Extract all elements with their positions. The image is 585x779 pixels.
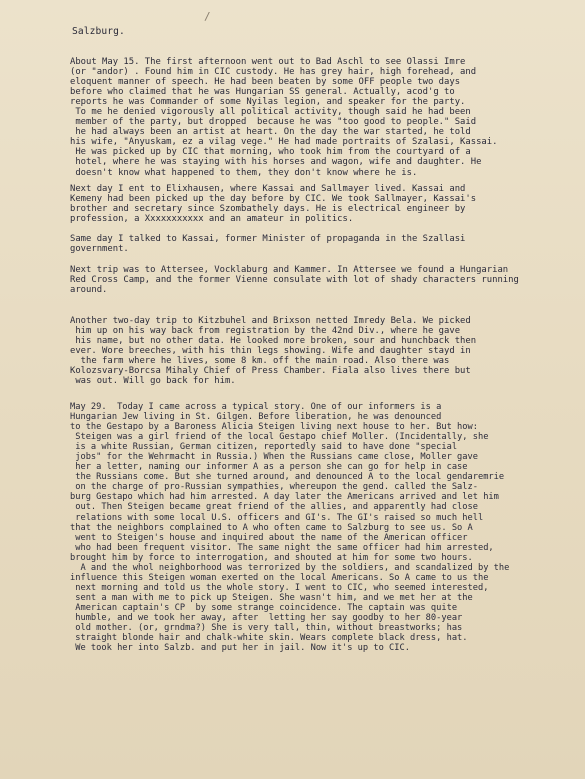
- text-line: May 29. Today I came across a typical story. One of our informers is a: [70, 402, 442, 412]
- text-line: around.: [70, 285, 108, 296]
- text-line: We took her into Salzb. and put her in jail. Now it's up to CIC.: [70, 643, 410, 654]
- handwritten-mark: /: [204, 10, 211, 23]
- text-line: who had been frequent visitor. The same night the same officer had him arrested,: [70, 542, 494, 553]
- paragraph-may-29: [70, 402, 575, 653]
- text-line: reports he was Commander of some Nyilas legion, and speaker for the party.: [70, 97, 466, 108]
- text-line: doesn't know what happened to them, they don't know where he is.: [70, 167, 418, 178]
- text-line: eloquent manner of speech. He had been beaten by some OFF people two days: [70, 77, 461, 88]
- paragraph-attersee: [70, 265, 575, 295]
- text-line: to the Gestapo by a Baroness Alicia Steigen living next house to her. But how:: [70, 422, 478, 433]
- text-line: jobs" for the Wehrmacht in Russia.) When the Russians came close, Moller gave: [70, 452, 478, 463]
- text-line: brought him by force to interrogation, and shouted at him for some two hours.: [70, 552, 473, 563]
- text-line: member of the party, but dropped because he was "too good to people." Said: [70, 117, 477, 128]
- text-line: To me he denied vigorously all political activity, though said he had been: [70, 107, 471, 118]
- text-line: hotel, where he was staying with his horses and wagon, wife and daughter. He: [70, 157, 482, 168]
- text-line: American captain's CP by some strange coincidence. The captain was quite: [70, 602, 458, 613]
- text-line: was out. Will go back for him.: [70, 376, 236, 387]
- text-line: Another two-day trip to Kitzbuhel and Brixson netted Imredy Bela. We picked: [70, 316, 471, 326]
- text-line: went to Steigen's house and inquired about the name of the American officer: [70, 532, 468, 543]
- text-line: him up on his way back from registration by the 42nd Div., where he gave: [70, 326, 461, 337]
- text-line: Kemeny had been picked up the day before by CIC. We took Sallmayer, Kassai's: [70, 194, 477, 205]
- text-line: burg Gestapo which had him arrested. A day later the Americans arrived and let him: [70, 492, 499, 503]
- text-line: is a white Russian, German citizen, reportedly said to have done "special: [70, 442, 458, 453]
- text-line: before who claimed that he was Hungarian SS general. Actually, acod'g to: [70, 87, 455, 98]
- text-line: Red Cross Camp, and the former Vienne consulate with lot of shady characters running: [70, 275, 519, 286]
- text-line: Next day I ent to Elixhausen, where Kassai and Sallmayer lived. Kassai and: [70, 184, 466, 194]
- text-line: About May 15. The first afternoon went out to Bad Aschl to see Olassi Imre: [70, 57, 466, 67]
- paragraph-kassai: [70, 234, 575, 254]
- text-line: on the charge of pro-Russian sympathies, whereupon the gend. called the Salz-: [70, 482, 478, 493]
- text-line: brother and secretary since Szombathely days. He is electrical engineer by: [70, 204, 466, 215]
- text-line: Kolozsvary-Borcsa Mihaly Chief of Press Chamber. Fiala also lives there but: [70, 366, 471, 377]
- text-line: A and the whol neighborhood was terrorized by the soldiers, and scandalized by the: [70, 562, 510, 573]
- text-line: relations with some local U.S. officers and GI's. The GI's raised so much hell: [70, 512, 484, 523]
- text-line: out. Then Steigen became great friend of the allies, and apparently had close: [70, 502, 478, 513]
- paragraph-olassi: [70, 57, 575, 178]
- text-line: influence this Steigen woman exerted on the local Americans. So A came to us the: [70, 572, 489, 583]
- text-line: Same day I talked to Kassai, former Minister of propaganda in the Szallasi: [70, 234, 466, 244]
- text-line: the farm where he lives, some 8 km. off the main road. Also there was: [70, 356, 450, 367]
- text-line: ever. Wore breeches, with his thin legs showing. Wife and daughter stayd in: [70, 346, 471, 357]
- text-line: profession, a Ẍxxxxxxxxxx and an amateur in politics.: [70, 214, 354, 225]
- text-line: Hungarian Jew living in St. Gilgen. Before liberation, he was denounced: [70, 412, 442, 423]
- text-line: Steigen was a girl friend of the local Gestapo chief Moller. (Incidentally, she: [70, 432, 489, 443]
- text-line: her a letter, naming our informer A as a person she can go for help in case: [70, 462, 468, 473]
- text-line: government.: [70, 244, 129, 255]
- text-line: old mother. (or, grndma?) She is very tall, thin, without breastworks; has: [70, 623, 463, 634]
- paragraph-elixhausen: [70, 184, 575, 224]
- text-line: humble, and we took her away, after letting her say goodby to her 80-year: [70, 612, 463, 623]
- text-line: Next trip was to Attersee, Vocklaburg and Kammer. In Attersee we found a Hungarian: [70, 265, 509, 275]
- text-line: he had always been an artist at heart. On the day the war started, he told: [70, 127, 471, 138]
- text-line: that the neighbors complained to A who often came to Salzburg to see us. So A: [70, 522, 473, 533]
- text-line: his name, but no other data. He looked more broken, sour and hunchback then: [70, 336, 477, 347]
- text-line: straight blonde hair and chalk-white skin. Wears complete black dress, hat.: [70, 633, 468, 644]
- text-line: sent a man with me to pick up Steigen. She wasn't him, and we met her at the: [70, 592, 473, 603]
- text-line: the Russians come. But she turned around, and denounced A to the local gendaremrie: [70, 472, 505, 483]
- paragraph-kitzbuhel: [70, 316, 575, 386]
- text-line: (or "andor) . Found him in CIC custody. He has grey hair, high forehead, and: [70, 67, 477, 78]
- page-heading: Salzburg.: [72, 26, 125, 37]
- text-line: next morning and told us the whole story. I went to CIC, who seemed interested,: [70, 582, 489, 593]
- text-line: his wife, "Anyuskam, ez a vilag vege." He had made portraits of Szalasi, Kassai.: [70, 137, 498, 148]
- text-line: He was picked up by CIC that morning, who took him from the courtyard of a: [70, 147, 471, 158]
